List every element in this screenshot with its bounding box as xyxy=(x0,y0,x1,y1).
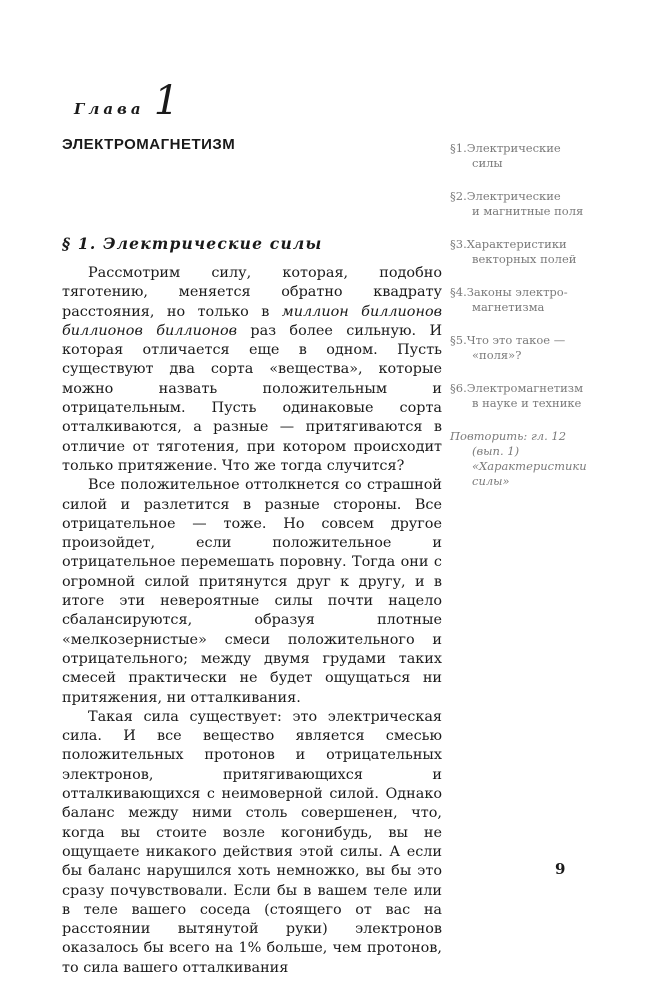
chapter-title: ЭЛЕКТРОМАГНЕТИЗМ xyxy=(62,136,236,153)
paragraph: Такая сила существует: это электрическая сила. И все вещество является смесью положительных протонов и отрицательных электронов, притягивающихся и отталкивающихся с неимоверной силой. Однако баланс между ними столь совершенен, что, когда вы стоите возле когонибудь, вы не ощущаете никакого действия этой силы. А если бы баланс нарушился хоть немножко, вы бы это сразу почувствовали. Если бы в вашем теле или в теле вашего соседа (стоящего от вас на расстоянии вытянутой руки) электронов оказалось бы всего на 1% больше, чем протонов, то сила вашего отталкивания xyxy=(62,708,442,976)
toc-item-subtitle: и магнитные поля xyxy=(472,204,584,218)
paragraph: Все положительное оттолкнется со страшной силой и разлетится в разные стороны. Все отрицательное — тоже. Но совсем другое произойдет, если положительное и отрицательное перемешать поровну. Тогда они с огромной силой притянутся друг к другу, и в итоге эти невероятные силы почти нацело сбалансируются, образуя плотные «мелкозернистые» смеси положительного и отрицательного; между двумя грудами таких смесей практически не будет ощущаться ни притяжения, ни отталкивания. xyxy=(62,477,442,706)
toc-item-title: §3.Характеристики xyxy=(450,237,567,251)
toc-item xyxy=(450,285,626,315)
toc-item xyxy=(450,189,626,219)
toc-item-subtitle: в науке и технике xyxy=(472,396,582,410)
toc-item-title: §1.Электрические xyxy=(450,141,561,155)
chapter-heading xyxy=(74,78,179,124)
text-run: Рассмотрим силу, которая, подобно тяготению, меняется обратно квадрату расстояния, но только в xyxy=(62,265,442,320)
toc-item-subtitle: (вып. 1) «Характеристики силы» xyxy=(472,444,587,488)
toc-item-subtitle: силы xyxy=(472,156,503,170)
toc-review-note xyxy=(450,429,626,489)
toc-item-subtitle: векторных полей xyxy=(472,252,577,266)
toc-item xyxy=(450,381,626,411)
chapter-number: 1 xyxy=(153,78,180,124)
body-text xyxy=(62,264,442,978)
section-heading: § 1. Электрические силы xyxy=(62,234,323,253)
margin-contents xyxy=(450,141,626,507)
toc-item-subtitle: «поля»? xyxy=(472,348,522,362)
toc-item-title: §5.Что это такое — xyxy=(450,333,566,347)
page-number: 9 xyxy=(555,860,566,878)
toc-item xyxy=(450,237,626,267)
toc-item-title: §4.Законы электро- xyxy=(450,285,568,299)
toc-item xyxy=(450,333,626,363)
text-run: раз более сильную. И которая отличается еще в одном. Пусть существуют два сорта «вещества», которые можно назвать положительным и отрицательным. Пусть одинаковые сорта отталкиваются, а разные — притягиваются в отличие от тяготения, при котором происходит только притяжение. Что же тогда случится? xyxy=(62,322,442,474)
toc-item-title: §6.Электромагнетизм xyxy=(450,381,584,395)
chapter-label: Глава xyxy=(74,100,145,118)
paragraph xyxy=(62,264,442,476)
toc-item xyxy=(450,141,626,171)
emphasis-text: миллион биллионов биллионов биллионов xyxy=(62,303,442,339)
toc-item-title: §2.Электрические xyxy=(450,189,561,203)
toc-item-title: Повторить: гл. 12 xyxy=(450,429,567,443)
toc-item-subtitle: магнетизма xyxy=(472,300,545,314)
